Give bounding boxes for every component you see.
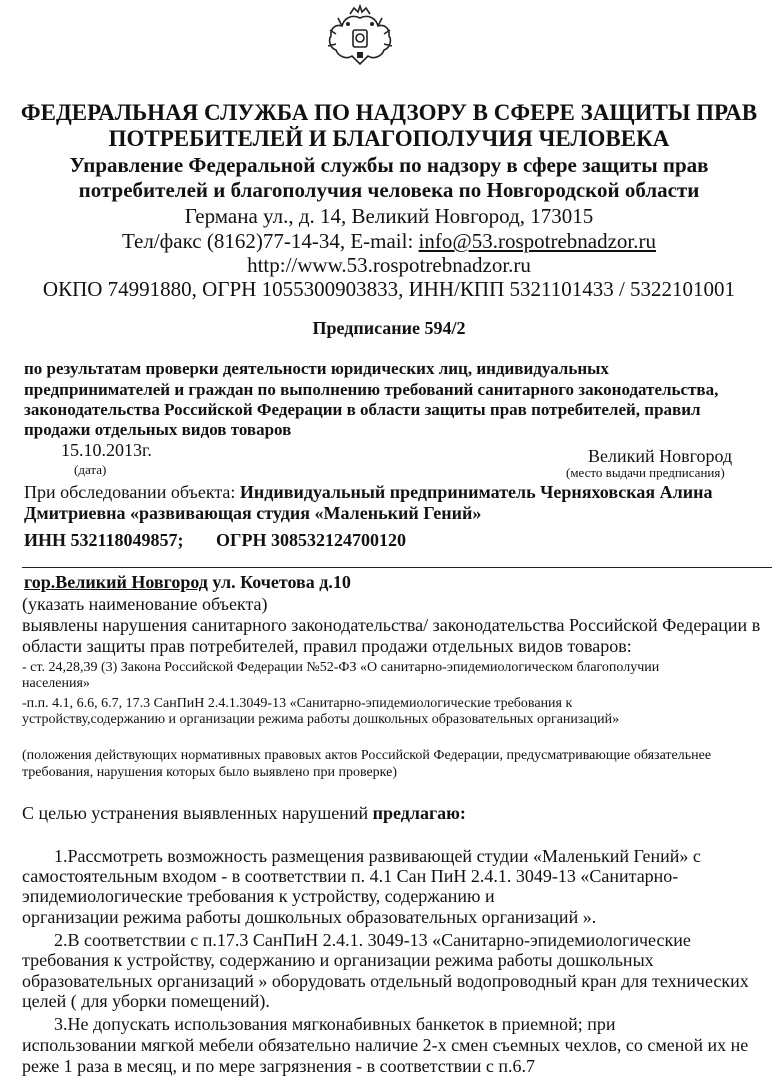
agency-title-line2: ПОТРЕБИТЕЛЕЙ И БЛАГОПОЛУЧИЯ ЧЕЛОВЕКА bbox=[108, 126, 670, 151]
item-2-line-3: образовательных организаций » оборудовать отдельный водопроводный кран для технических bbox=[22, 971, 749, 991]
place-caption: (место выдачи предписания) bbox=[566, 465, 725, 480]
violation-sanpin-2: устройству,содержанию и организации режима работы дошкольных образовательных организаций» bbox=[22, 712, 620, 727]
document-title: Предписание 594/2 bbox=[312, 318, 466, 338]
item-2-line-2: требования к устройству, содержанию и организации режима работы дошкольных bbox=[22, 950, 654, 970]
ogrn-number: ОГРН 308532124700120 bbox=[216, 530, 406, 550]
violations-note-1: (положения действующих нормативных правовых актов Российской Федерации, предусматривающие обязательнее bbox=[22, 748, 712, 763]
location-street: ул. Кочетова д.10 bbox=[207, 572, 351, 592]
proposal-heading bbox=[22, 803, 466, 824]
violations-intro-2: области защиты прав потребителей, правил продажи отдельных видов товаров: bbox=[22, 636, 632, 656]
subject-line-2: предпринимателей и граждан по выполнению требований санитарного законодательства, bbox=[24, 380, 719, 399]
subject-line-1: по результатам проверки деятельности юридических лиц, индивидуальных bbox=[24, 359, 609, 378]
violation-law-2: населения» bbox=[22, 676, 90, 691]
department-title-line1: Управление Федеральной службы по надзору в сфере защиты прав bbox=[69, 153, 709, 177]
email-link[interactable]: info@53.rospotrebnadzor.ru bbox=[418, 229, 656, 253]
violations-note-2: требования, нарушения которых было выявлено при проверке) bbox=[22, 765, 398, 780]
agency-title-line1: ФЕДЕРАЛЬНАЯ СЛУЖБА ПО НАДЗОРУ В СФЕРЕ ЗАЩИТЫ ПРАВ bbox=[20, 100, 758, 125]
issue-date: 15.10.2013г. bbox=[61, 440, 152, 460]
contact-line bbox=[0, 229, 778, 254]
inspection-prefix: При обследовании объекта: bbox=[24, 482, 236, 502]
inspected-object-2: Дмитриевна «развивающая студия «Маленький Гений» bbox=[24, 503, 482, 523]
item-1-line-1: 1.Рассмотреть возможность размещения развивающей студии «Маленький Гений» с bbox=[54, 846, 701, 866]
location-city: гор.Великий Новгород bbox=[24, 572, 208, 592]
violations-intro-1: выявлены нарушения санитарного законодательства/ законодательства Российской Федерации в bbox=[22, 615, 761, 635]
address: Германа ул., д. 14, Великий Новгород, 173015 bbox=[184, 204, 594, 228]
item-1-line-3: эпидемиологические требования к устройству, содержанию и bbox=[22, 886, 495, 906]
item-3-line-2: использовании мягкой мебели обязательно наличие 2-х смен съемных чехлов, со сменой их не bbox=[22, 1035, 749, 1055]
inspected-object-1: Индивидуальный предприниматель Черняховская Алина bbox=[239, 482, 713, 502]
issue-place: Великий Новгород bbox=[588, 446, 733, 466]
item-3-line-1: 3.Не допускать использования мягконабивных банкеток в приемной; при bbox=[54, 1014, 616, 1034]
proposal-verb: предлагаю: bbox=[372, 803, 466, 823]
item-2-line-1: 2.В соответствии с п.17.3 СанПиН 2.4.1. 3049-13 «Санитарно-эпидемиологические bbox=[54, 930, 691, 950]
object-location bbox=[24, 572, 351, 593]
phone-text: Тел/факс (8162)77-14-34, E-mail: bbox=[122, 229, 419, 253]
item-3-line-3: реже 1 раза в месяц, и по мере загрязнения - в соответствии с п.6.7 bbox=[22, 1056, 535, 1076]
item-2-line-4: целей ( для уборки помещений). bbox=[22, 991, 270, 1011]
item-1-line-4: организации режима работы дошкольных образовательных организаций ». bbox=[22, 907, 597, 927]
coat-of-arms-emblem bbox=[322, 4, 398, 70]
proposal-text: С целью устранения выявленных нарушений bbox=[22, 803, 373, 823]
registration-codes: ОКПО 74991880, ОГРН 1055300903833, ИНН/КПП 5321101433 / 5322101001 bbox=[42, 277, 736, 301]
date-caption: (дата) bbox=[74, 462, 107, 477]
location-caption: (указать наименование объекта) bbox=[22, 594, 268, 614]
violation-law-1: - ст. 24,28,39 (3) Закона Российской Федерации №52-ФЗ «О санитарно-эпидемиологическом благополучии bbox=[22, 660, 660, 675]
inspection-line-1 bbox=[24, 482, 772, 503]
violation-sanpin-1: -п.п. 4.1, 6.6, 6.7, 17.3 СанПиН 2.4.1.3049-13 «Санитарно-эпидемиологические требования к bbox=[22, 696, 573, 711]
subject-line-3: законодательства Российской Федерации в области защиты прав потребителей, правил bbox=[24, 400, 701, 419]
subject-line-4: продажи отдельных видов товаров bbox=[24, 420, 292, 439]
item-1-line-2: самостоятельным входом - в соответствии п. 4.1 Сан ПиН 2.4.1. 3049-13 «Санитарно- bbox=[22, 866, 679, 886]
website-link[interactable]: http://www.53.rospotrebnadzor.ru bbox=[247, 253, 531, 277]
inn-number: ИНН 532118049857; bbox=[24, 530, 184, 550]
divider-line bbox=[22, 567, 772, 568]
department-title-line2: потребителей и благополучия человека по Новгородской области bbox=[78, 178, 700, 202]
